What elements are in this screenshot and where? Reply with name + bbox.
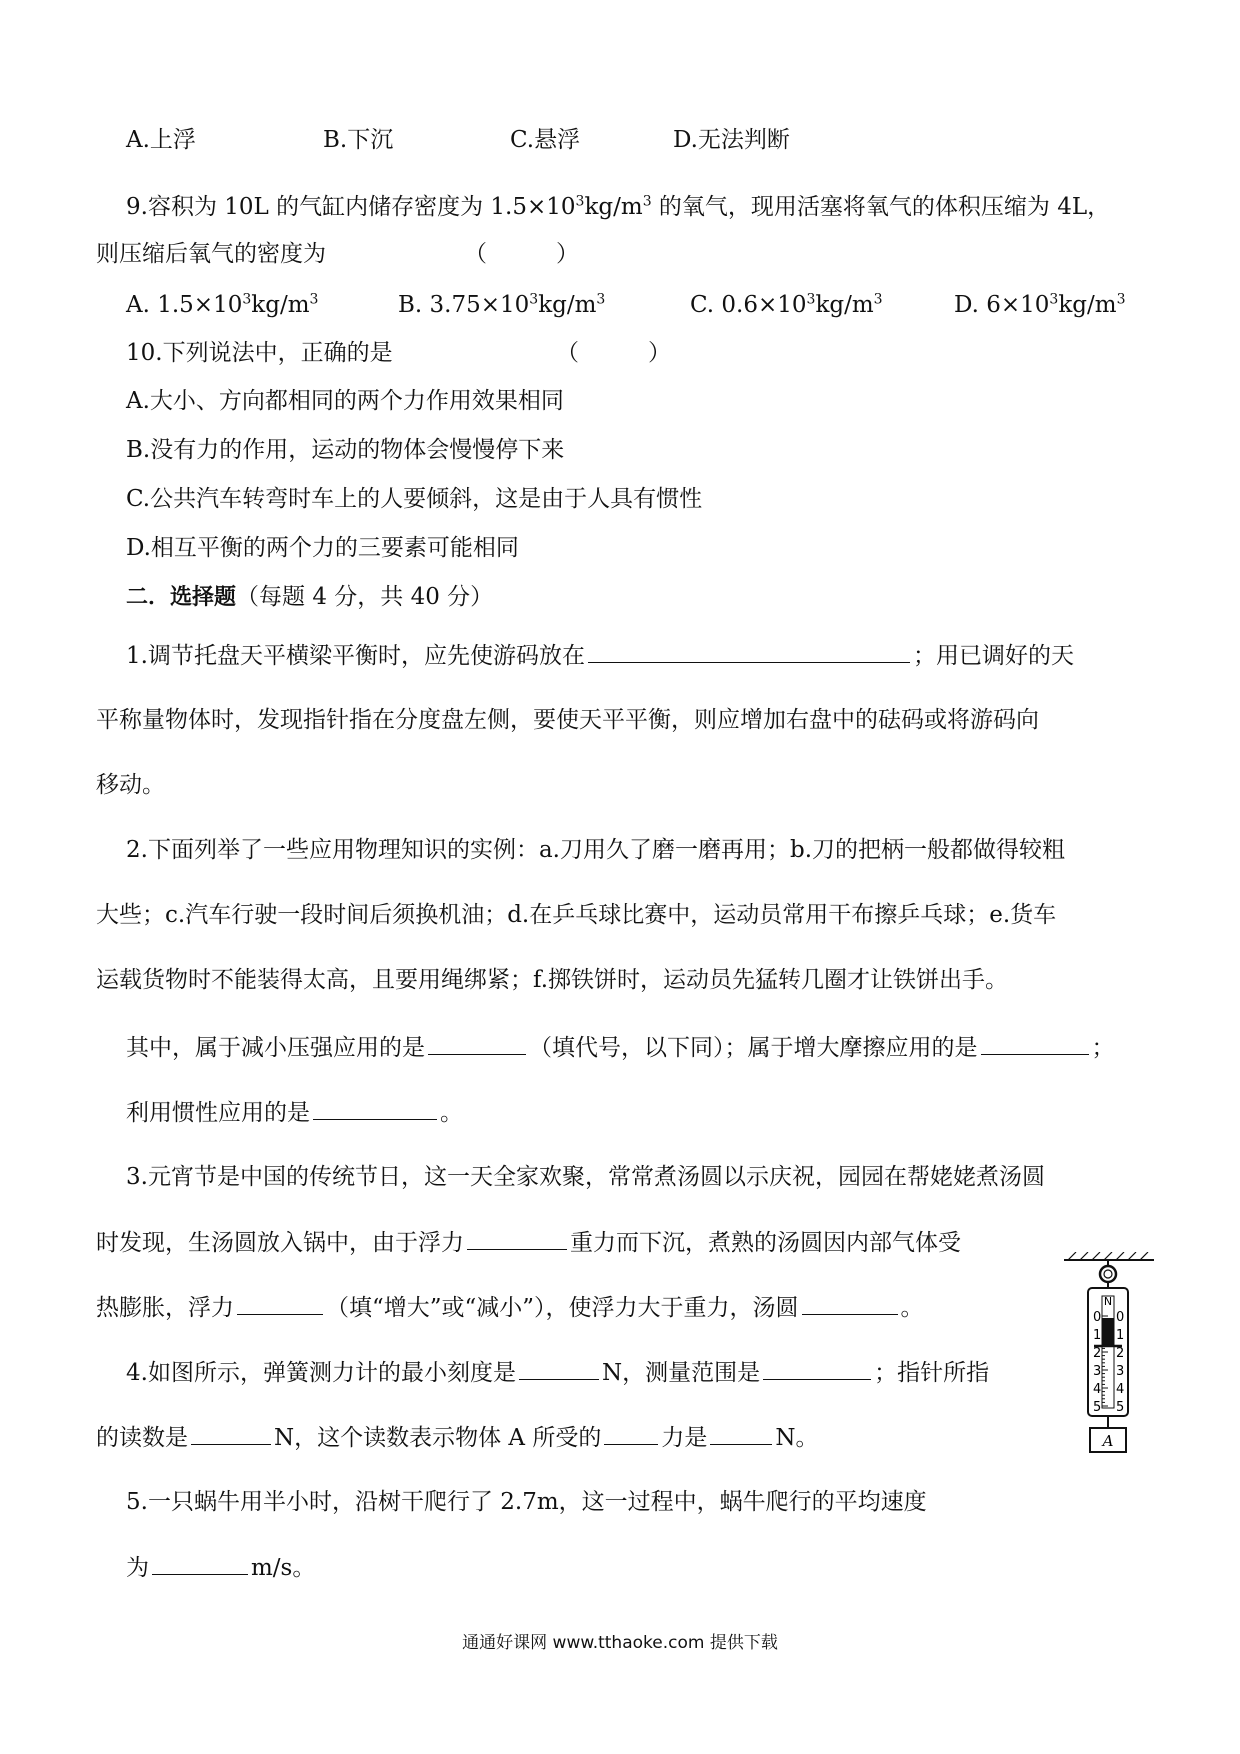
fill1-line2: 平称量物体时，发现指针指在分度盘左侧，要使天平平衡，则应增加右盘中的砝码或将游码向 [96, 707, 1039, 733]
scale-label-right: 4 [1116, 1382, 1125, 1397]
q10-answer-paren: （ ） [556, 340, 671, 366]
q8-option-c: C.悬浮 [510, 127, 581, 153]
q9-sup-2: 3 [642, 193, 652, 210]
q9-sup-1: 3 [575, 193, 585, 210]
fill3-blank-1[interactable] [467, 1227, 567, 1250]
fill4-blank-2[interactable] [763, 1357, 871, 1380]
scale-label-left: 1 [1093, 1328, 1102, 1343]
q9-option-b: B. $3.75\times 10^3kg/m^3$ [398, 291, 606, 318]
q10-stem: 10.下列说法中，正确的是 [126, 340, 393, 366]
fill2-blank-3[interactable] [313, 1097, 437, 1120]
fill2-line3: 运载货物时不能装得太高，且要用绳绑紧；f.掷铁饼时，运动员先猛转几圈才让铁饼出手。 [96, 967, 1009, 993]
object-a-label: A [1102, 1432, 1114, 1450]
scale-label-left: 5 [1093, 1400, 1102, 1415]
fill2-line4: 其中，属于减小压强应用的是 （填代号，以下同）；属于增大摩擦应用的是 ； [126, 1032, 1115, 1063]
q8-option-a: A.上浮 [126, 127, 196, 153]
fill2-blank-2[interactable] [981, 1032, 1089, 1055]
fill5-line1: 5.一只蜗牛用半小时，沿树干爬行了 2.7m，这一过程中，蜗牛爬行的平均速度 [126, 1489, 927, 1515]
q9-stem-text: 则压缩后氧气的密度为 [96, 241, 326, 267]
fill3-blank-3[interactable] [802, 1292, 898, 1315]
fill2-line2: 大些；c.汽车行驶一段时间后须换机油；d.在乒乓球比赛中，运动员常用干布擦乒乓球；e.货车 [96, 902, 1057, 928]
q9-stem-line1 [126, 192, 1110, 222]
q9-stem-line2 [96, 239, 326, 269]
scale-label-right: 5 [1116, 1400, 1125, 1415]
scale-label-right: 3 [1116, 1364, 1125, 1379]
fill5-blank-1[interactable] [152, 1552, 248, 1575]
fill3-line2: 时发现，生汤圆放入锅中，由于浮力 重力而下沉，煮熟的汤圆因内部气体受 [96, 1227, 961, 1258]
fill3-line3: 热膨胀，浮力 （填“增大”或“减小”），使浮力大于重力，汤圆 。 [96, 1292, 924, 1323]
q9-option-a: A. $1.5\times 10^3kg/m^3$ [126, 291, 319, 318]
fill5-line2: 为 m/s。 [126, 1552, 315, 1583]
q10-option-d: D.相互平衡的两个力的三要素可能相同 [126, 535, 519, 561]
fill2-line1: 2.下面列举了一些应用物理知识的实例：a.刀用久了磨一磨再用；b.刀的把柄一般都做得较粗 [126, 837, 1066, 863]
q10-option-c: C.公共汽车转弯时车上的人要倾斜，这是由于人具有惯性 [126, 486, 703, 512]
section-title: 二．选择题 [126, 585, 237, 610]
spring-indicator [1102, 1318, 1114, 1346]
fill4-blank-5[interactable] [710, 1422, 772, 1445]
page-footer: 通通好课网 www.tthaoke.com 提供下载 [462, 1633, 778, 1653]
fill2-line5: 利用惯性应用的是 。 [126, 1097, 463, 1128]
fill3-blank-2[interactable] [237, 1292, 323, 1315]
q9-option-d: D. $6\times 10^3kg/m^3$ [954, 291, 1126, 318]
fill4-blank-3[interactable] [191, 1422, 271, 1445]
q9-option-c: C. $0.6\times 10^3kg/m^3$ [690, 291, 883, 318]
fill1-blank-1[interactable] [588, 640, 910, 663]
scale-label-left: 3 [1093, 1364, 1102, 1379]
q9-text-c: 的氧气，现用活塞将氧气的体积压缩为 4L， [651, 194, 1111, 220]
scale-label-left: 4 [1093, 1382, 1102, 1397]
fill4-blank-4[interactable] [604, 1422, 658, 1445]
scale-label-left: 0 [1093, 1310, 1102, 1325]
fill3-line1: 3.元宵节是中国的传统节日，这一天全家欢聚，常常煮汤圆以示庆祝，园园在帮姥姥煮汤圆 [126, 1164, 1045, 1190]
fill4-blank-1[interactable] [519, 1357, 599, 1380]
q8-option-d: D.无法判断 [673, 127, 790, 153]
scale-label-right: 2 [1116, 1346, 1125, 1361]
fill1-line1: 1.调节托盘天平横梁平衡时，应先使游码放在 ；用已调好的天 [126, 640, 1074, 671]
spring-scale-figure [1058, 1252, 1158, 1474]
fill2-blank-1[interactable] [428, 1032, 526, 1055]
q10-option-b: B.没有力的作用，运动的物体会慢慢停下来 [126, 437, 565, 463]
q10-option-a: A.大小、方向都相同的两个力作用效果相同 [126, 388, 564, 414]
fill1-line3: 移动。 [96, 772, 165, 798]
fill4-line1: 4.如图所示，弹簧测力计的最小刻度是 N，测量范围是 ；指针所指 [126, 1357, 989, 1388]
q9-answer-paren: （ ） [464, 241, 579, 267]
section-heading [126, 582, 493, 613]
q9-text-a: 9.容积为 10L 的气缸内储存密度为 1.5×10 [126, 194, 576, 220]
section-note: （每题 4 分，共 40 分） [236, 584, 494, 610]
fill4-line2: 的读数是 N，这个读数表示物体 A 所受的 力是 N。 [96, 1422, 818, 1453]
scale-label-right: 1 [1116, 1328, 1125, 1343]
scale-label-left: 2 [1093, 1346, 1102, 1361]
q9-text-b: kg/m [584, 194, 643, 220]
q8-option-b: B.下沉 [323, 127, 394, 153]
scale-label-right: 0 [1116, 1310, 1125, 1325]
scale-unit-label: N [1103, 1295, 1113, 1308]
